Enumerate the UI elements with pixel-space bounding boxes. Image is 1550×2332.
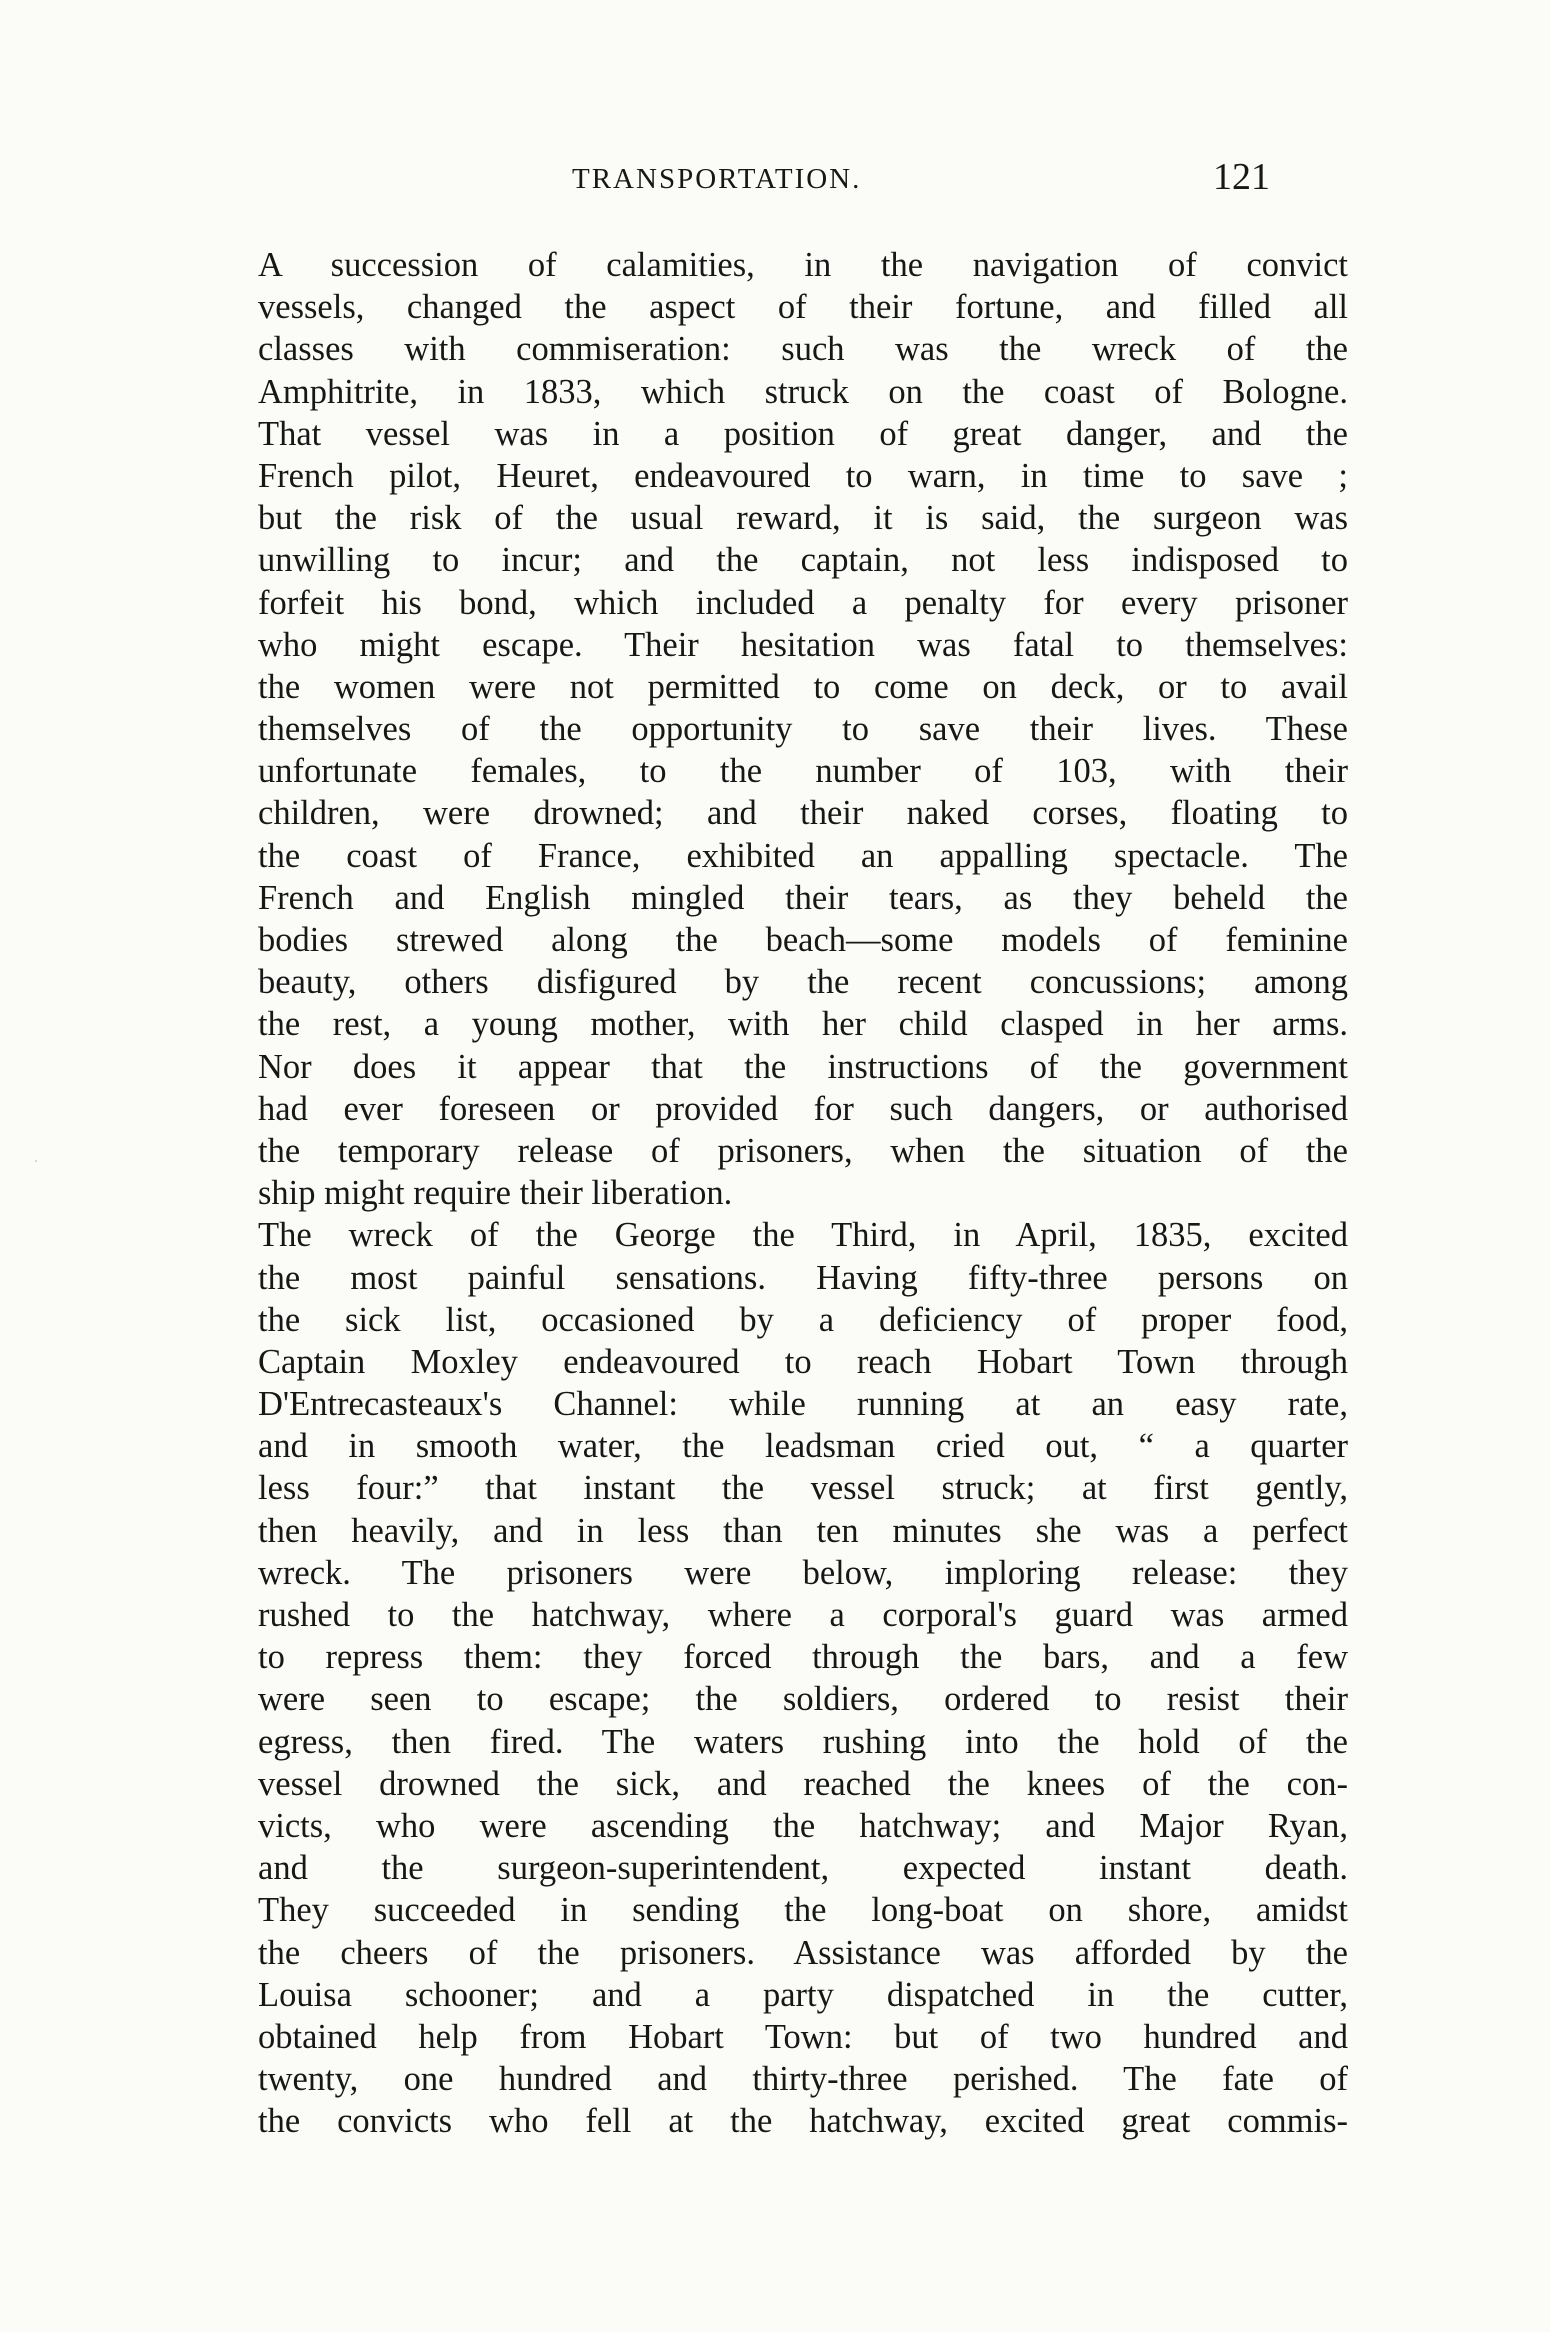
text-line: themselves of the opportunity to save their lives. These [258, 710, 1348, 749]
text-line: D'Entrecasteaux's Channel: while running at an easy rate, [258, 1385, 1348, 1424]
text-line: to repress them: they forced through the bars, and a few [258, 1638, 1348, 1677]
text-line: the coast of France, exhibited an appalling spectacle. The [258, 836, 1348, 875]
text-line: the temporary release of prisoners, when the situation of the [258, 1131, 1348, 1170]
text-line: less four:” that instant the vessel struck; at first gently, [258, 1469, 1348, 1508]
text-line: but the risk of the usual reward, it is said, the surgeon was [258, 499, 1348, 538]
text-line: unwilling to incur; and the captain, not less indisposed to [258, 541, 1348, 580]
text-line: the cheers of the prisoners. Assistance was afforded by the [258, 1933, 1348, 1972]
text-line: bodies strewed along the beach—some models of feminine [258, 921, 1348, 959]
text-line: Captain Moxley endeavoured to reach Hobart Town through [258, 1342, 1348, 1381]
text-line: obtained help from Hobart Town: but of two hundred and [258, 2017, 1348, 2056]
text-line: French and English mingled their tears, as they beheld the [258, 878, 1348, 917]
text-line: ship might require their liberation. [258, 1174, 733, 1213]
text-line: forfeit his bond, which included a penalty for every prisoner [258, 583, 1348, 622]
text-line: the rest, a young mother, with her child clasped in her arms. [258, 1005, 1348, 1044]
text-line: Nor does it appear that the instructions of the government [258, 1047, 1348, 1086]
text-line: wreck. The prisoners were below, imploring release: they [258, 1553, 1348, 1592]
scan-mark [35, 1160, 37, 1162]
text-line: twenty, one hundred and thirty-three perished. The fate of [258, 2060, 1348, 2099]
text-line: Louisa schooner; and a party dispatched in the cutter, [258, 1975, 1348, 2014]
text-line: beauty, others disfigured by the recent concussions; among [258, 963, 1348, 1002]
text-line: who might escape. Their hesitation was fatal to themselves: [258, 625, 1348, 664]
text-line: A succession of calamities, in the navigation of convict [258, 246, 1348, 284]
text-line: the convicts who fell at the hatchway, excited great commis- [258, 2102, 1348, 2141]
text-line: classes with commiseration: such was the wreck of the [258, 330, 1348, 369]
text-line: and the surgeon-superintendent, expected instant death. [258, 1849, 1348, 1888]
text-line: French pilot, Heuret, endeavoured to warn, in time to save ; [258, 456, 1348, 495]
text-line: and in smooth water, the leadsman cried out, “ a quarter [258, 1427, 1348, 1466]
text-line: vessels, changed the aspect of their fortune, and filled all [258, 288, 1348, 327]
text-line: unfortunate females, to the number of 103, with their [258, 752, 1348, 791]
text-line: egress, then fired. The waters rushing into the hold of the [258, 1722, 1348, 1761]
body-text [258, 244, 1348, 2142]
text-line: the most painful sensations. Having fifty-three persons on [258, 1258, 1348, 1297]
running-title: TRANSPORTATION. [572, 163, 862, 195]
page-number: 121 [1213, 156, 1270, 198]
text-line: victs, who were ascending the hatchway; and Major Ryan, [258, 1806, 1348, 1845]
text-line: the women were not permitted to come on deck, or to avail [258, 667, 1348, 706]
text-line: That vessel was in a position of great danger, and the [258, 414, 1348, 453]
text-line: vessel drowned the sick, and reached the knees of the con- [258, 1764, 1348, 1803]
text-line: then heavily, and in less than ten minutes she was a perfect [258, 1511, 1348, 1550]
text-line: had ever foreseen or provided for such dangers, or authorised [258, 1089, 1348, 1128]
running-head [0, 154, 1550, 204]
text-line: children, were drowned; and their naked corses, floating to [258, 794, 1348, 833]
text-line: were seen to escape; the soldiers, ordered to resist their [258, 1680, 1348, 1719]
text-line: They succeeded in sending the long-boat on shore, amidst [258, 1891, 1348, 1930]
text-line: The wreck of the George the Third, in April, 1835, excited [258, 1216, 1348, 1255]
text-line: the sick list, occasioned by a deficiency of proper food, [258, 1300, 1348, 1339]
text-line: rushed to the hatchway, where a corporal's guard was armed [258, 1596, 1348, 1634]
text-line: Amphitrite, in 1833, which struck on the coast of Bologne. [258, 372, 1348, 411]
